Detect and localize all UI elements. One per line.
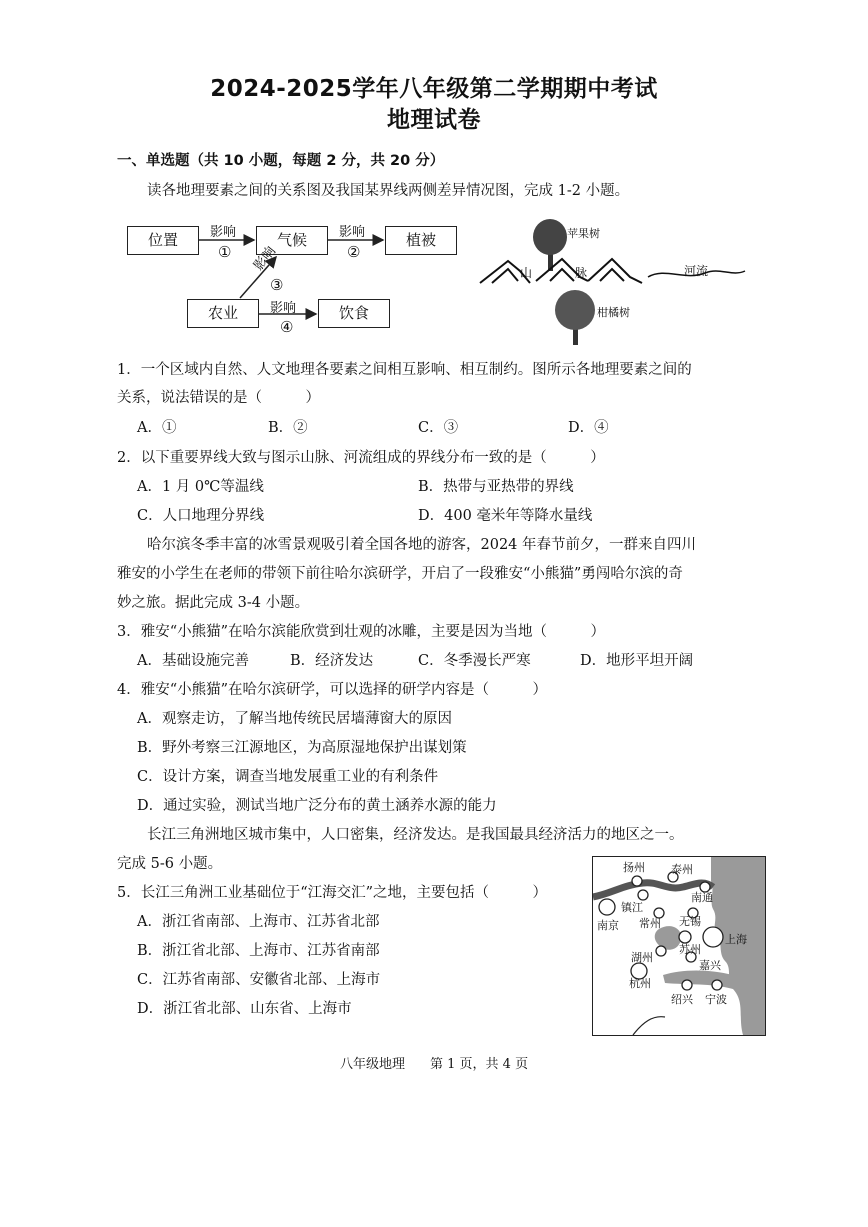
q2-option-d: D．400 毫米年等降水量线 — [418, 508, 593, 524]
label-mai: 脉 — [575, 266, 588, 280]
q1-option-d: D．④ — [568, 420, 609, 436]
city-marker-shaoxing — [682, 980, 692, 990]
passage3-line2: 完成 5-6 小题。 — [117, 856, 223, 872]
q3-option-a: A．基础设施完善 — [137, 653, 249, 669]
q2-option-c: C．人口地理分界线 — [137, 508, 265, 524]
box-weizhi: 位置 — [127, 226, 199, 255]
q2-option-b: B．热带与亚热带的界线 — [418, 479, 574, 495]
city-label-shaoxing: 绍兴 — [671, 993, 693, 1006]
q1-option-b: B．② — [268, 420, 308, 436]
q5-stem: 5．长江三角洲工业基础位于“江海交汇”之地，主要包括（ ） — [117, 885, 548, 901]
city-label-huzhou: 湖州 — [631, 951, 653, 964]
city-marker-shanghai — [703, 927, 723, 947]
q2-option-a: A．1 月 0℃等温线 — [137, 479, 264, 495]
label-num-4: ④ — [280, 318, 294, 336]
coast-line — [633, 1017, 665, 1035]
label-num-2: ② — [347, 243, 361, 261]
box-yinshi: 饮食 — [318, 299, 390, 328]
yangtze-delta-map — [592, 856, 766, 1036]
q4-option-b: B．野外考察三江源地区，为高原湿地保护出谋划策 — [137, 740, 467, 756]
label-river: 河流 — [684, 264, 709, 278]
box-zhibei: 植被 — [385, 226, 457, 255]
q5-option-c: C．江苏省南部、安徽省北部、上海市 — [137, 972, 381, 988]
q4-stem: 4．雅安“小熊猫”在哈尔滨研学，可以选择的研学内容是（ ） — [117, 682, 548, 698]
q3-option-c: C．冬季漫长严寒 — [418, 653, 531, 669]
q5-option-d: D．浙江省北部、山东省、上海市 — [137, 1001, 352, 1017]
city-marker-nanjing — [599, 899, 615, 915]
passage3-line1: 长江三角洲地区城市集中，人口密集，经济发达。是我国最具经济活力的地区之一。 — [147, 827, 684, 843]
city-label-yangzhou: 扬州 — [623, 861, 645, 874]
city-marker-huzhou — [656, 946, 666, 956]
footer-subject: 八年级地理 — [340, 1057, 406, 1072]
label-apple-tree: 苹果树 — [567, 227, 600, 240]
q3-option-b: B．经济发达 — [290, 653, 374, 669]
city-label-taizhou: 泰州 — [671, 863, 693, 876]
box-nongye: 农业 — [187, 299, 259, 328]
q1-stem-line1: 1．一个区域内自然、人文地理各要素之间相互影响、相互制约。图所示各地理要素之间的 — [117, 362, 692, 378]
exam-title-line1: 2024-2025学年八年级第二学期期中考试 — [210, 76, 658, 102]
city-label-nantong: 南通 — [691, 891, 713, 904]
city-label-changzhou: 常州 — [639, 917, 661, 930]
label-yingxiang-4: 影响 — [270, 301, 297, 316]
city-label-nanjing: 南京 — [597, 919, 619, 932]
q4-option-d: D．通过实验，测试当地广泛分布的黄土涵养水源的能力 — [137, 798, 497, 814]
q3-stem: 3．雅安“小熊猫”在哈尔滨能欣赏到壮观的冰雕，主要是因为当地（ ） — [117, 624, 606, 640]
section-heading: 一、单选题（共 10 小题，每题 2 分，共 20 分） — [117, 153, 445, 169]
city-label-hangzhou: 杭州 — [629, 977, 651, 990]
label-num-3: ③ — [270, 276, 284, 294]
mountain-range-icon — [480, 259, 642, 283]
city-label-zhenjiang: 镇江 — [621, 901, 643, 914]
label-yingxiang-2: 影响 — [339, 225, 366, 240]
q5-option-a: A．浙江省南部、上海市、江苏省北部 — [137, 914, 380, 930]
q1-stem-line2: 关系，说法错误的是（ ） — [117, 390, 320, 406]
passage2-line1: 哈尔滨冬季丰富的冰雪景观吸引着全国各地的游客，2024 年春节前夕，一群来自四川 — [147, 537, 697, 553]
mountain-river-illustration — [470, 215, 760, 355]
intro-text: 读各地理要素之间的关系图及我国某界线两侧差异情况图，完成 1-2 小题。 — [147, 183, 630, 199]
city-label-shanghai: 上海 — [725, 933, 747, 946]
passage2-line2: 雅安的小学生在老师的带领下前往哈尔滨研学，开启了一段雅安“小熊猫”勇闯哈尔滨的奇 — [117, 566, 683, 582]
passage2-line3: 妙之旅。据此完成 3-4 小题。 — [117, 595, 310, 611]
city-label-ningbo: 宁波 — [705, 993, 727, 1006]
q2-stem: 2．以下重要界线大致与图示山脉、河流组成的界线分布一致的是（ ） — [117, 450, 605, 466]
q4-option-c: C．设计方案，调查当地发展重工业的有利条件 — [137, 769, 439, 785]
city-marker-ningbo — [712, 980, 722, 990]
exam-title-line2: 地理试卷 — [387, 107, 481, 133]
city-label-wuxi: 无锡 — [679, 915, 701, 928]
city-label-jiaxing: 嘉兴 — [699, 959, 721, 972]
city-label-suzhou: 苏州 — [679, 943, 701, 956]
footer-page-number: 第 1 页，共 4 页 — [430, 1057, 529, 1072]
q1-option-c: C．③ — [418, 420, 459, 436]
q5-option-b: B．浙江省北部、上海市、江苏省南部 — [137, 943, 380, 959]
q4-option-a: A．观察走访，了解当地传统民居墙薄窗大的原因 — [137, 711, 452, 727]
label-shan: 山 — [520, 266, 533, 280]
label-citrus-tree: 柑橘树 — [597, 306, 630, 319]
citrus-tree-icon — [555, 290, 595, 345]
q3-option-d: D．地形平坦开阔 — [580, 653, 694, 669]
box-qihou: 气候 — [256, 226, 328, 255]
label-yingxiang-3: 影响 — [251, 243, 279, 274]
apple-tree-icon — [533, 219, 567, 271]
city-marker-yangzhou — [632, 876, 642, 886]
label-yingxiang-1: 影响 — [210, 225, 237, 240]
label-num-1: ① — [218, 243, 232, 261]
q1-option-a: A．① — [137, 420, 177, 436]
